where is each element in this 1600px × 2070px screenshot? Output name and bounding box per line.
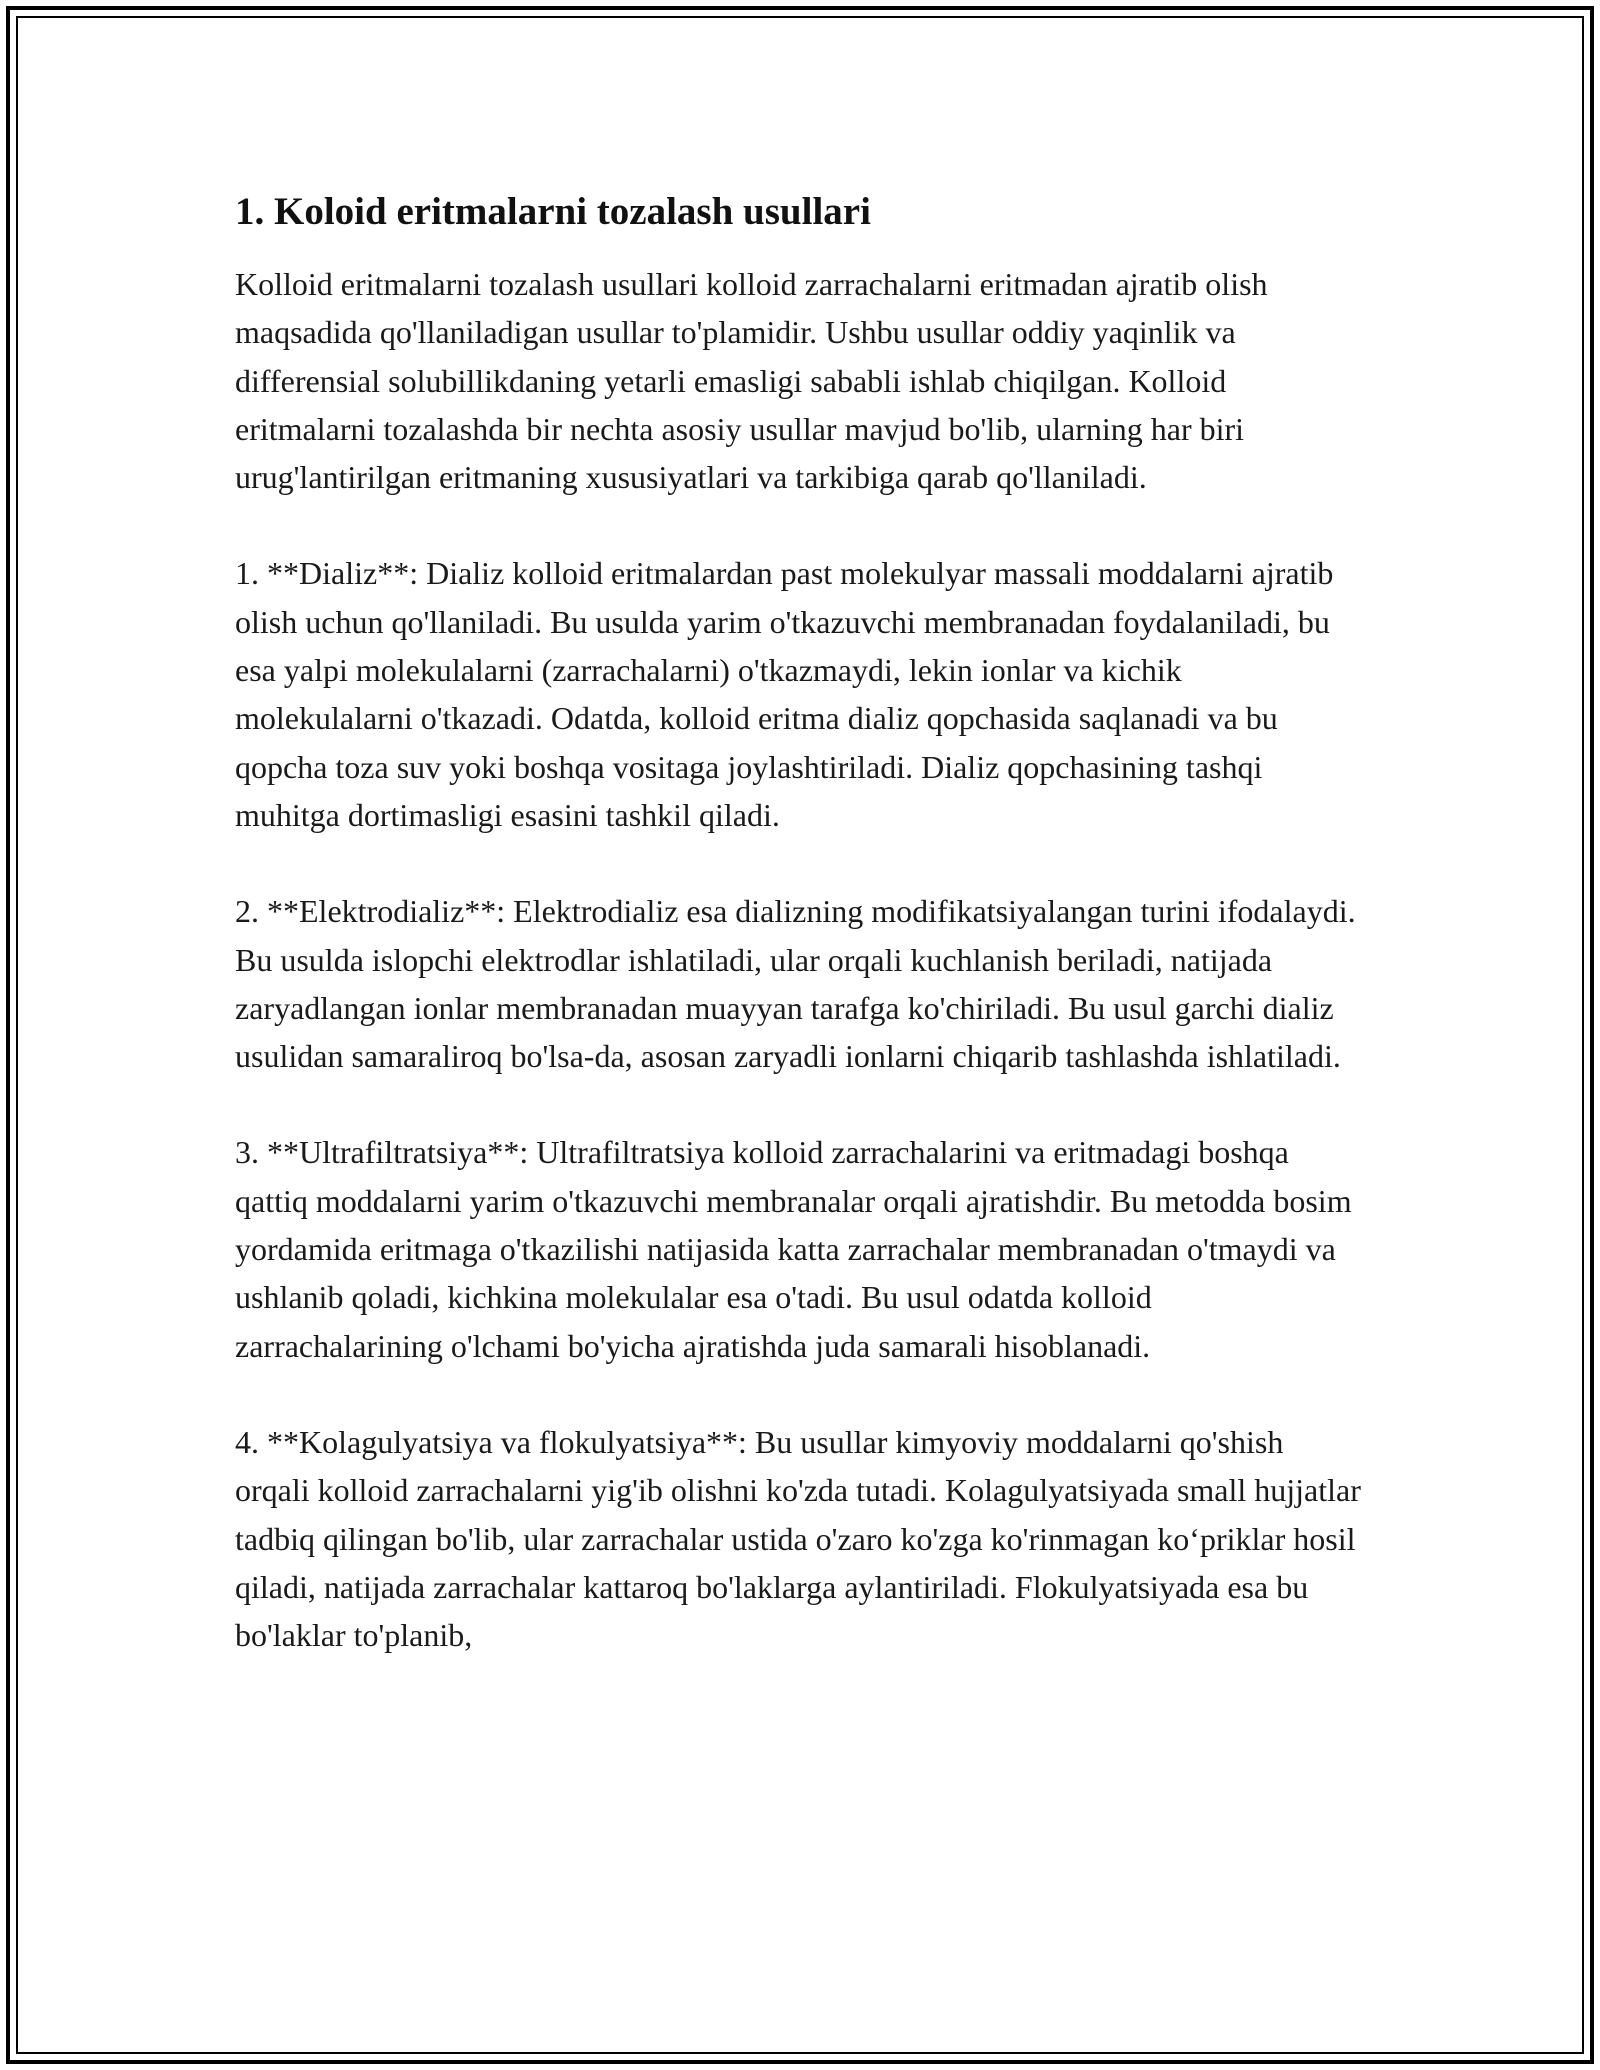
kolagulyatsiya-paragraph: 4. **Kolagulyatsiya va flokulyatsiya**: Bu usullar kimyoviy moddalarni qo'shish orqali kolloid zarrachalarni yig'ib olishni ko'zda tutadi. Kolagulyatsiyada small hujjatlar tadbiq qilingan bo'lib, ular zarrachalar ustida o'zaro ko'zga ko'rinmagan ko‘priklar hosil qiladi, natijada zarrachalar kattaroq bo'laklarga aylantiriladi. Flokulyatsiyada esa bu bo'laklar to'planib,	[235, 1423, 1369, 1654]
ultrafiltratsiya-paragraph: 3. **Ultrafiltratsiya**: Ultrafiltratsiya kolloid zarrachalarini va eritmadagi boshqa qattiq moddalarni yarim o'tkazuvchi membranalar orqali ajratishdir. Bu metodda bosim yordamida eritmaga o'tkazilishi natijasida katta zarrachalar membranadan o'tmaydi va ushlanib qoladi, kichkina molekulalar esa o'tadi. Bu usul odatda kolloid zarrachalarining o'lchami bo'yicha ajratishda juda samarali hisoblanadi.	[235, 1134, 1360, 1364]
document-body	[235, 186, 1369, 1659]
dializ-paragraph: 1. **Dializ**: Dializ kolloid eritmalardan past molekulyar massali moddalarni ajratib olish uchun qo'llaniladi. Bu usulda yarim o'tkazuvchi membranadan foydalaniladi, bu esa yalpi molekulalarni (zarrachalarni) o'tkazmaydi, lekin ionlar va kichik molekulalarni o'tkazadi. Odatda, kolloid eritma dializ qopchasida saqlanadi va bu qopcha toza suv yoki boshqa vositaga joylashtiriladi. Dializ qopchasining tashqi muhitga dortimasligi esasini tashkil qiladi.	[235, 555, 1342, 833]
document-title: 1. Koloid eritmalarni tozalash usullari	[235, 190, 871, 233]
intro-paragraph: Kolloid eritmalarni tozalash usullari kolloid zarrachalarni eritmadan ajratib olish maqsadida qo'llaniladigan usullar to'plamidir. Ushbu usullar oddiy yaqinlik va differensial solubillikdaning yetarli emasligi sababli ishlab chiqilgan. Kolloid eritmalarni tozalashda bir nechta asosiy usullar mavjud bo'lib, ularning har biri urug'lantirilgan eritmaning xususiyatlari va tarkibiga qarab qo'llaniladi.	[235, 266, 1276, 496]
elektrodializ-paragraph: 2. **Elektrodializ**: Elektrodializ esa dializning modifikatsiyalangan turini ifodalaydi. Bu usulda islopchi elektrodlar ishlatiladi, ular orqali kuchlanish beriladi, natijada zaryadlangan ionlar membranadan muayyan tarafga ko'chiriladi. Bu usul garchi dializ usulidan samaraliroq bo'lsa-da, asosan zaryadli ionlarni chiqarib tashlashda ishlatiladi.	[235, 893, 1364, 1075]
